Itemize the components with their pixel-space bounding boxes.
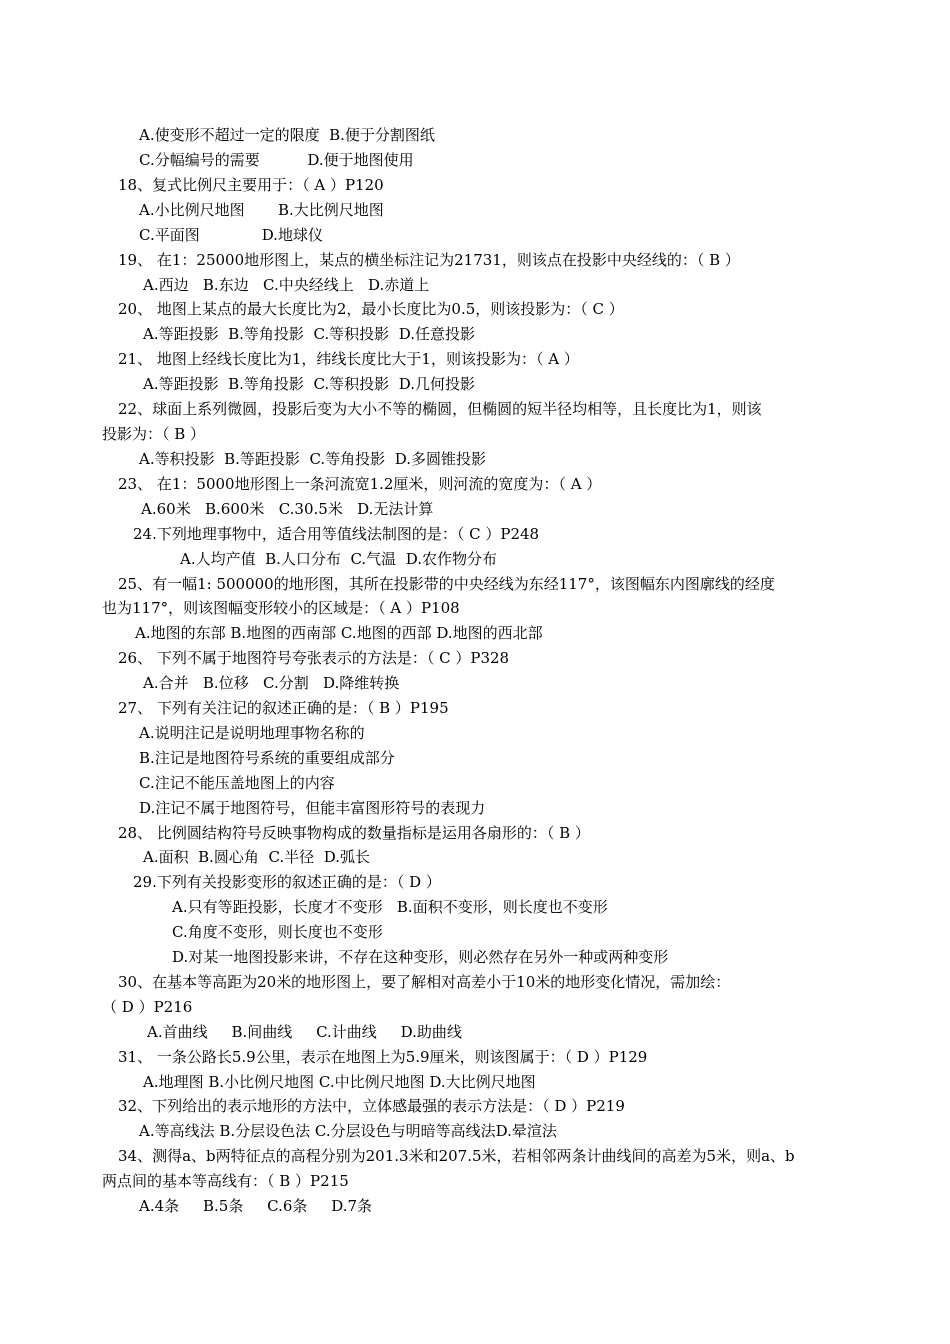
option-line: C.注记不能压盖地图上的内容 — [139, 774, 335, 792]
option-line: C.角度不变形，则长度也不变形 — [172, 923, 383, 941]
question-line: 32、下列给出的表示地形的方法中，立体感最强的表示方法是：（ D ）P219 — [118, 1097, 625, 1115]
option-line: A.只有等距投影，长度才不变形 B.面积不变形，则长度也不变形 — [172, 898, 608, 916]
question-line: 22、球面上系列微圆，投影后变为大小不等的椭圆，但椭圆的短半径均相等，且长度比为1，则该 — [118, 400, 762, 418]
option-line: A.西边 B.东边 C.中央经线上 D.赤道上 — [143, 276, 430, 294]
question-line: 34、测得a、b两特征点的高程分别为201.3米和207.5米，若相邻两条计曲线间的高差为5米，则a、b — [118, 1147, 795, 1165]
option-line: C.分幅编号的需要 D.便于地图使用 — [139, 151, 414, 169]
question-line: 23、 在1：5000地形图上一条河流宽1.2厘米，则河流的宽度为：（ A ） — [118, 475, 602, 493]
option-line: A.60米 B.600米 C.30.5米 D.无法计算 — [141, 500, 434, 518]
option-line: A.首曲线 B.间曲线 C.计曲线 D.助曲线 — [147, 1023, 462, 1041]
option-line: A.地理图 B.小比例尺地图 C.中比例尺地图 D.大比例尺地图 — [143, 1073, 536, 1091]
option-line: A.等积投影 B.等距投影 C.等角投影 D.多圆锥投影 — [139, 450, 486, 468]
question-line: 29.下列有关投影变形的叙述正确的是：（ D ） — [133, 873, 441, 891]
option-line: D.注记不属于地图符号，但能丰富图形符号的表现力 — [139, 799, 486, 817]
option-line: A.等距投影 B.等角投影 C.等积投影 D.几何投影 — [143, 375, 475, 393]
option-line: A.使变形不超过一定的限度 B.便于分割图纸 — [139, 126, 435, 144]
question-line-cont: 投影为：（ B ） — [102, 425, 206, 443]
option-line: A.等距投影 B.等角投影 C.等积投影 D.任意投影 — [143, 325, 475, 343]
question-line: 19、 在1：25000地形图上，某点的横坐标注记为21731，则该点在投影中央经线的：（ B ） — [118, 251, 740, 269]
option-line: D.对某一地图投影来讲，不存在这种变形，则必然存在另外一种或两种变形 — [172, 948, 669, 966]
option-line: A.等高线法 B.分层设色法 C.分层设色与明暗等高线法D.晕渲法 — [139, 1122, 557, 1140]
question-line: 18、复式比例尺主要用于：（ A ）P120 — [118, 176, 384, 194]
question-line-cont: （ D ）P216 — [102, 998, 193, 1016]
option-line: A.小比例尺地图 B.大比例尺地图 — [139, 201, 384, 219]
question-line: 20、 地图上某点的最大长度比为2，最小长度比为0.5，则该投影为：（ C ） — [118, 300, 624, 318]
option-line: B.注记是地图符号系统的重要组成部分 — [139, 749, 395, 767]
question-line: 21、 地图上经线长度比为1，纬线长度比大于1，则该投影为：（ A ） — [118, 350, 579, 368]
option-line: A.4条 B.5条 C.6条 D.7条 — [139, 1197, 373, 1215]
option-line: C.平面图 D.地球仪 — [139, 226, 323, 244]
option-line: A.人均产值 B.人口分布 C.气温 D.农作物分布 — [180, 550, 497, 568]
option-line: A.地图的东部 B.地图的西南部 C.地图的西部 D.地图的西北部 — [135, 624, 543, 642]
option-line: A.面积 B.圆心角 C.半径 D.弧长 — [143, 848, 370, 866]
option-line: A.说明注记是说明地理事物名称的 — [139, 724, 365, 742]
question-line-cont: 也为117°，则该图幅变形较小的区域是：（ A ）P108 — [102, 599, 460, 617]
question-line-cont: 两点间的基本等高线有：（ B ）P215 — [102, 1172, 349, 1190]
question-line: 28、 比例圆结构符号反映事物构成的数量指标是运用各扇形的：（ B ） — [118, 824, 590, 842]
question-line: 31、 一条公路长5.9公里，表示在地图上为5.9厘米，则该图属于：（ D ）P129 — [118, 1048, 648, 1066]
question-line: 26、 下列不属于地图符号夸张表示的方法是：（ C ）P328 — [118, 649, 510, 667]
question-line: 24.下列地理事物中，适合用等值线法制图的是：（ C ）P248 — [133, 525, 540, 543]
question-line: 27、 下列有关注记的叙述正确的是：（ B ）P195 — [118, 699, 449, 717]
question-line: 30、在基本等高距为20米的地形图上，要了解相对高差小于10米的地形变化情况，需加绘： — [118, 973, 731, 991]
question-line: 25、有一幅1: 500000的地形图，其所在投影带的中央经线为东经117°，该图幅东内图廓线的经度 — [118, 575, 775, 593]
option-line: A.合并 B.位移 C.分割 D.降维转换 — [143, 674, 400, 692]
